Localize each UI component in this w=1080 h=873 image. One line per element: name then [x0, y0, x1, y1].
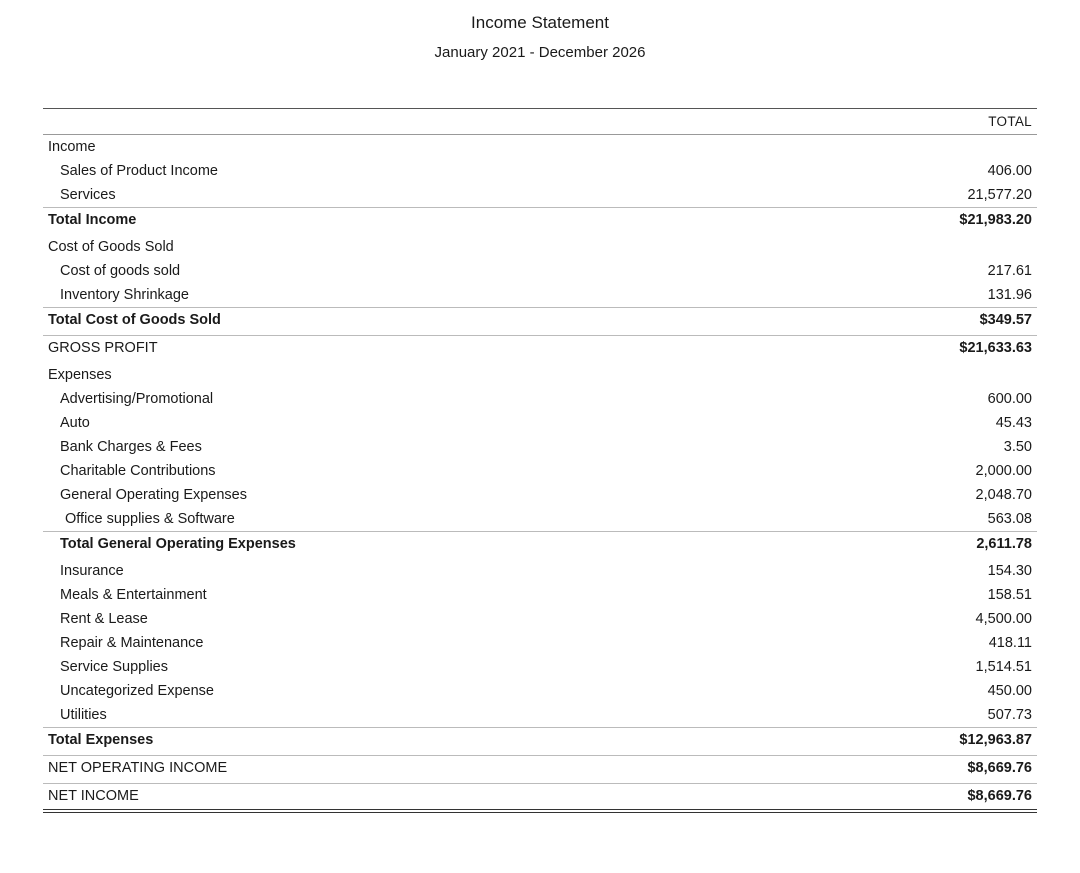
row-label: Total General Operating Expenses: [60, 536, 296, 552]
table-row: [43, 411, 1037, 435]
table-row: [43, 559, 1037, 583]
row-label: Uncategorized Expense: [60, 683, 214, 699]
row-amount: 3.50: [1003, 439, 1032, 455]
row-amount: 4,500.00: [975, 611, 1032, 627]
row-label: Bank Charges & Fees: [60, 439, 202, 455]
table-row: [43, 679, 1037, 703]
row-label: GROSS PROFIT: [48, 340, 158, 356]
row-label: NET INCOME: [48, 788, 139, 804]
table-row: [43, 655, 1037, 679]
table-row: [43, 283, 1037, 307]
table-row: [43, 607, 1037, 631]
row-label: Inventory Shrinkage: [60, 287, 189, 303]
row-amount: 1,514.51: [975, 659, 1032, 675]
row-amount: $8,669.76: [967, 760, 1032, 776]
row-label: Cost of Goods Sold: [48, 239, 174, 255]
table-row: [43, 435, 1037, 459]
row-label: Total Income: [48, 212, 137, 228]
row-amount: 2,611.78: [976, 536, 1032, 552]
total-row-income: [43, 207, 1037, 231]
row-label: Total Cost of Goods Sold: [48, 312, 221, 328]
total-row-cogs: [43, 307, 1037, 331]
net-operating-income-row: [43, 755, 1037, 779]
row-amount: $21,633.63: [959, 340, 1032, 356]
section-header-cogs: [43, 235, 1037, 259]
row-amount: 418.11: [988, 635, 1032, 651]
row-amount: 563.08: [987, 511, 1032, 527]
row-amount: 507.73: [987, 707, 1032, 723]
row-label: NET OPERATING INCOME: [48, 760, 228, 776]
row-label: Repair & Maintenance: [60, 635, 204, 651]
row-amount: 2,000.00: [975, 463, 1032, 479]
row-amount: $12,963.87: [959, 732, 1032, 748]
section-header-income: [43, 135, 1037, 159]
row-amount: 154.30: [987, 563, 1032, 579]
row-amount: $349.57: [979, 312, 1032, 328]
table-row: [43, 387, 1037, 411]
row-amount: 406.00: [987, 163, 1032, 179]
row-label: Insurance: [60, 563, 124, 579]
total-row-expenses: [43, 727, 1037, 751]
row-label: Total Expenses: [48, 732, 154, 748]
row-amount: 45.43: [995, 415, 1032, 431]
net-income-row: [43, 783, 1037, 807]
table-header-row: [43, 109, 1037, 135]
row-amount: $8,669.76: [967, 788, 1032, 804]
double-underline: [43, 809, 1037, 813]
row-label: Auto: [60, 415, 90, 431]
row-amount: 131.96: [987, 287, 1032, 303]
row-label: Meals & Entertainment: [60, 587, 207, 603]
row-label: Utilities: [60, 707, 107, 723]
section-header-expenses: [43, 363, 1037, 387]
row-label: General Operating Expenses: [60, 487, 247, 503]
table-row: [43, 183, 1037, 207]
row-label: Charitable Contributions: [60, 463, 216, 479]
row-amount: 158.51: [987, 587, 1032, 603]
table-row: [43, 159, 1037, 183]
row-amount: $21,983.20: [959, 212, 1032, 228]
row-amount: 600.00: [987, 391, 1032, 407]
table-row: [43, 703, 1037, 727]
row-label: Sales of Product Income: [60, 163, 218, 179]
total-row-general-operating: [43, 531, 1037, 555]
row-amount: 2,048.70: [975, 487, 1032, 503]
row-label: Office supplies & Software: [65, 511, 235, 527]
report-title: Income Statement: [471, 13, 609, 32]
table-row: [43, 259, 1037, 283]
row-label: Service Supplies: [60, 659, 168, 675]
row-label: Expenses: [48, 367, 112, 383]
table-row: [43, 459, 1037, 483]
row-label: Advertising/Promotional: [60, 391, 214, 407]
gross-profit-row: [43, 335, 1037, 359]
income-statement-table: [43, 108, 1037, 813]
row-amount: 217.61: [987, 263, 1032, 279]
row-label: Cost of goods sold: [60, 263, 181, 279]
row-label: Rent & Lease: [60, 611, 148, 627]
table-row: [43, 583, 1037, 607]
table-row: [43, 483, 1037, 507]
table-row: [43, 631, 1037, 655]
report-date-range: January 2021 - December 2026: [434, 44, 646, 61]
row-label: Services: [60, 187, 116, 203]
row-amount: 21,577.20: [967, 187, 1032, 203]
column-header-total: TOTAL: [988, 114, 1032, 129]
table-row: [43, 507, 1037, 531]
row-label: Income: [48, 139, 96, 155]
row-amount: 450.00: [987, 683, 1032, 699]
